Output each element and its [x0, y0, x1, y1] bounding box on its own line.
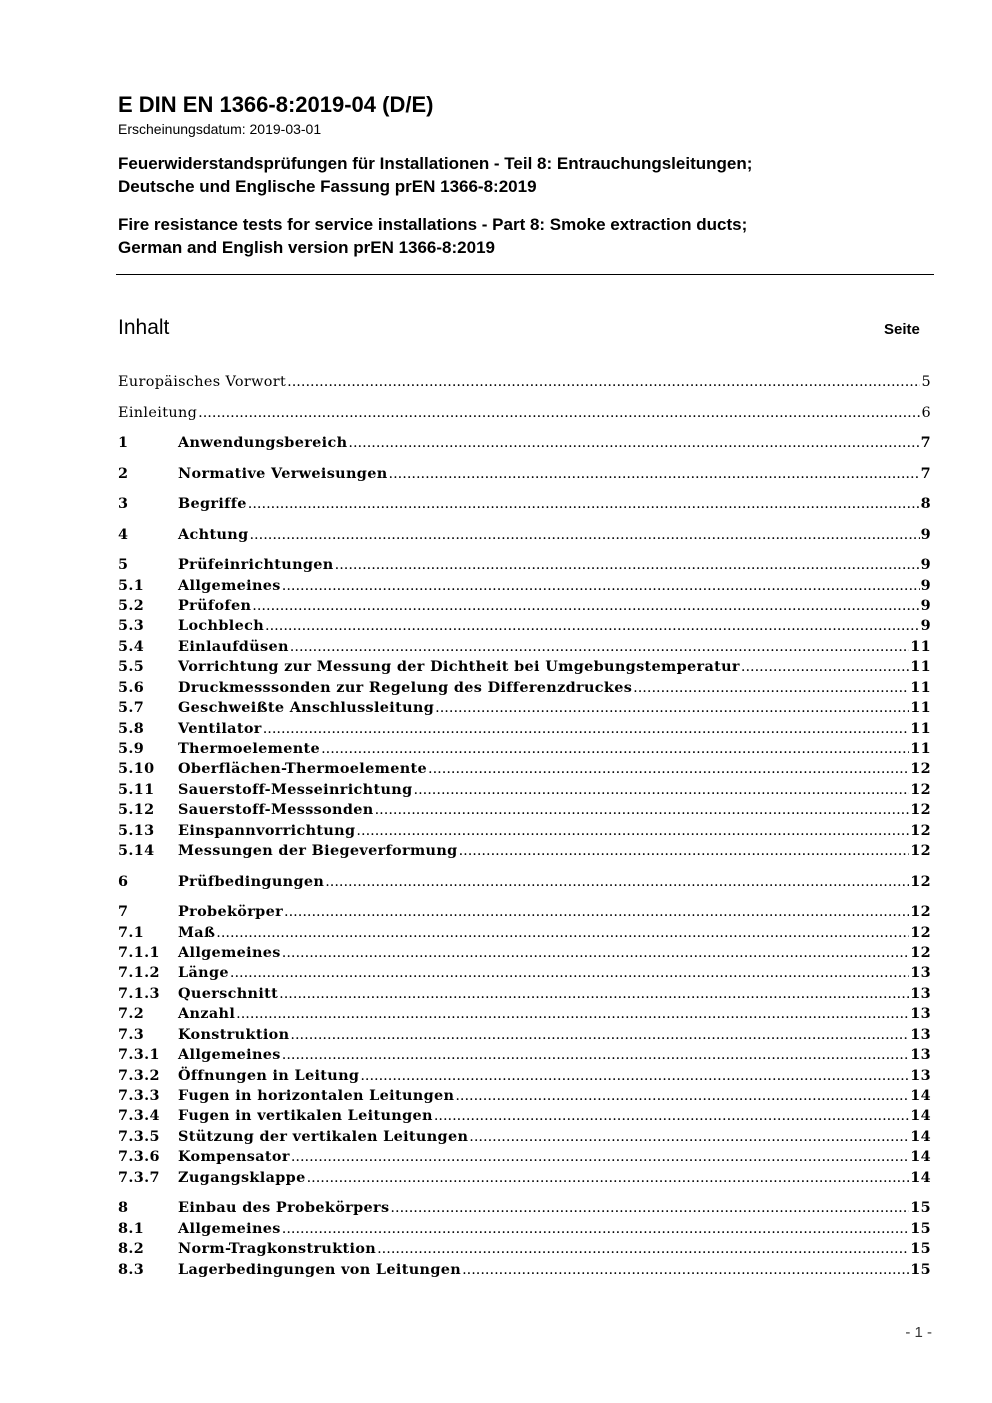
toc-entry-title: Prüfbedingungen	[178, 872, 325, 890]
toc-entry-page: 12	[910, 760, 931, 778]
toc-entry-page: 11	[910, 699, 931, 717]
toc-entry-number: 2	[118, 464, 129, 482]
toc-entry[interactable]	[118, 698, 931, 718]
toc-entry-page: 13	[910, 964, 931, 982]
toc-page-column-label: Seite	[884, 321, 920, 338]
table-of-contents	[118, 372, 931, 1280]
toc-entry-title: Prüfofen	[178, 596, 252, 614]
toc-entry-page: 12	[910, 842, 931, 860]
toc-entry-number: 5.14	[118, 842, 155, 860]
toc-entry-page: 9	[920, 617, 931, 635]
toc-entry-number: 7.1	[118, 923, 145, 941]
toc-entry[interactable]	[118, 1239, 931, 1259]
toc-entry-page: 9	[920, 596, 931, 614]
toc-entry-title: Lagerbedingungen von Leitungen	[178, 1260, 462, 1278]
toc-entry-page: 15	[910, 1260, 931, 1278]
toc-entry[interactable]	[118, 1218, 931, 1238]
toc-entry-title: Fugen in horizontalen Leitungen	[178, 1087, 455, 1104]
toc-entry-number: 7.2	[118, 1005, 145, 1023]
toc-entry-title: Öffnungen in Leitung	[178, 1066, 360, 1084]
toc-entry-number: 5.10	[118, 760, 155, 778]
toc-entry-title: Sauerstoff-Messeinrichtung	[178, 780, 413, 798]
toc-leader-dots	[198, 403, 920, 423]
toc-entry[interactable]	[118, 943, 931, 963]
toc-entry-page: 6	[921, 404, 931, 421]
toc-leader-dots	[321, 739, 909, 759]
toc-entry-title: Vorrichtung zur Messung der Dichtheit bei Umgebungstemperatur	[178, 658, 740, 676]
toc-entry[interactable]	[118, 841, 931, 861]
toc-entry[interactable]	[118, 463, 931, 483]
title-german	[118, 152, 933, 198]
toc-entry-number: 5.3	[118, 617, 145, 635]
toc-leader-dots	[282, 1045, 910, 1065]
toc-entry-title: Querschnitt	[178, 984, 279, 1002]
toc-leader-dots	[348, 433, 919, 453]
toc-leader-dots	[252, 596, 919, 616]
toc-entry-number: 7.3.1	[118, 1046, 160, 1064]
toc-entry-page: 14	[910, 1148, 931, 1166]
toc-entry-title: Einlaufdüsen	[178, 637, 289, 655]
title-english	[118, 213, 933, 259]
toc-entry-number: 5.13	[118, 821, 155, 839]
toc-entry-number: 5.1	[118, 576, 145, 594]
toc-entry-title: Allgemeines	[178, 576, 281, 594]
toc-entry-number: 1	[118, 434, 129, 452]
toc-leader-dots	[459, 841, 910, 861]
title-german-line: Feuerwiderstandsprüfungen für Installationen - Teil 8: Entrauchungsleitungen;	[118, 154, 753, 173]
toc-entry[interactable]	[118, 555, 931, 575]
toc-entry-page: 11	[910, 678, 931, 696]
toc-entry-number: 6	[118, 872, 129, 890]
toc-entry[interactable]	[118, 1167, 931, 1187]
page-number: - 1 -	[905, 1324, 932, 1341]
toc-entry[interactable]	[118, 636, 931, 656]
toc-entry-number: 5.4	[118, 637, 145, 655]
toc-entry[interactable]	[118, 983, 931, 1003]
toc-leader-dots	[236, 1004, 909, 1024]
toc-entry-title: Einspannvorrichtung	[178, 821, 356, 839]
toc-entry-number: 5.11	[118, 780, 155, 798]
toc-entry-page: 15	[910, 1219, 931, 1237]
toc-entry-page: 12	[910, 801, 931, 819]
toc-entry-number: 7.1.2	[118, 964, 160, 982]
toc-entry-number: 8.1	[118, 1219, 145, 1237]
toc-entry[interactable]	[118, 718, 931, 738]
toc-entry-page: 14	[910, 1168, 931, 1186]
toc-entry-number: 5.8	[118, 719, 145, 737]
toc-entry-number: 5.9	[118, 740, 145, 757]
toc-leader-dots	[290, 637, 909, 657]
toc-entry-title: Allgemeines	[178, 1046, 281, 1064]
toc-entry-number: 7.3.4	[118, 1107, 160, 1125]
title-german-line: Deutsche und Englische Fassung prEN 1366-8:2019	[118, 177, 537, 196]
toc-leader-dots	[377, 1239, 909, 1259]
toc-entry-title: Geschweißte Anschlussleitung	[178, 699, 435, 717]
toc-leader-dots	[282, 1219, 910, 1239]
document-id: E DIN EN 1366-8:2019-04 (D/E)	[118, 92, 434, 117]
toc-leader-dots	[279, 984, 909, 1004]
toc-entry-number: 7.3.2	[118, 1066, 160, 1084]
toc-entry-number: 3	[118, 495, 129, 513]
toc-entry-page: 13	[910, 1046, 931, 1064]
toc-entry-title: Einbau des Probekörpers	[178, 1199, 390, 1217]
toc-entry[interactable]	[118, 820, 931, 840]
toc-entry-number: 8.3	[118, 1260, 145, 1278]
toc-entry-title: Probekörper	[178, 903, 284, 921]
toc-entry[interactable]	[118, 677, 931, 697]
toc-entry-number: 7.3	[118, 1025, 145, 1043]
toc-entry[interactable]	[118, 1147, 931, 1167]
toc-leader-dots	[633, 678, 909, 698]
toc-entry-page: 13	[910, 1066, 931, 1084]
publication-date: Erscheinungsdatum: 2019-03-01	[118, 121, 322, 137]
toc-leader-dots	[263, 719, 910, 739]
toc-entry-number: 7.3.5	[118, 1127, 160, 1145]
toc-entry-number: 8	[118, 1199, 129, 1217]
toc-entry-title: Anwendungsbereich	[178, 434, 348, 452]
toc-entry-title: Norm-Tragkonstruktion	[178, 1240, 377, 1258]
toc-entry-title: Einleitung	[118, 404, 198, 421]
toc-entry-page: 12	[910, 903, 931, 921]
toc-entry-page: 12	[910, 821, 931, 839]
toc-entry-page: 11	[910, 637, 931, 655]
toc-entry[interactable]	[118, 759, 931, 779]
toc-entry-page: 11	[910, 719, 931, 737]
toc-leader-dots	[356, 821, 909, 841]
title-english-line: Fire resistance tests for service installations - Part 8: Smoke extraction ducts;	[118, 215, 748, 234]
toc-entry[interactable]	[118, 494, 931, 514]
toc-leader-dots	[335, 555, 920, 575]
toc-entry-title: Stützung der vertikalen Leitungen	[178, 1127, 469, 1145]
toc-leader-dots	[428, 759, 909, 779]
toc-entry-number: 5.2	[118, 596, 145, 614]
toc-entry-page: 7	[920, 464, 931, 482]
toc-leader-dots	[290, 1025, 909, 1045]
toc-leader-dots	[265, 616, 920, 636]
toc-entry[interactable]	[118, 1126, 931, 1146]
toc-leader-dots	[375, 800, 910, 820]
toc-entry[interactable]	[118, 739, 931, 759]
toc-entry-number: 5	[118, 556, 129, 574]
toc-entry-title: Prüfeinrichtungen	[178, 556, 334, 574]
toc-leader-dots	[455, 1086, 909, 1106]
toc-entry-title: Zugangsklappe	[178, 1168, 306, 1186]
toc-entry-title: Europäisches Vorwort	[118, 374, 287, 391]
toc-entry[interactable]	[118, 1024, 931, 1044]
toc-entry-number: 8.2	[118, 1240, 145, 1258]
toc-entry[interactable]	[118, 372, 931, 392]
toc-entry-number: 5.12	[118, 801, 155, 819]
toc-entry-title: Allgemeines	[178, 1219, 281, 1237]
toc-leader-dots	[282, 576, 920, 596]
toc-leader-dots	[287, 372, 920, 392]
toc-entry-title: Kompensator	[178, 1148, 290, 1166]
toc-entry-number: 7.1.1	[118, 943, 160, 961]
toc-heading: Inhalt	[118, 316, 170, 339]
toc-leader-dots	[307, 1168, 910, 1188]
toc-entry[interactable]	[118, 1086, 931, 1106]
toc-entry-title: Maß	[178, 923, 216, 941]
toc-entry-title: Thermoelemente	[178, 740, 321, 757]
toc-leader-dots	[434, 1106, 909, 1126]
toc-entry-page: 14	[910, 1087, 931, 1104]
toc-entry-title: Ventilator	[178, 719, 262, 737]
toc-entry-title: Begriffe	[178, 495, 247, 513]
toc-entry[interactable]	[118, 800, 931, 820]
toc-entry[interactable]	[118, 922, 931, 942]
toc-leader-dots	[284, 902, 909, 922]
header-divider	[116, 274, 934, 275]
toc-leader-dots	[414, 780, 910, 800]
toc-entry-page: 9	[920, 525, 931, 543]
toc-entry-title: Normative Verweisungen	[178, 464, 388, 482]
toc-leader-dots	[741, 657, 909, 677]
toc-leader-dots	[325, 872, 909, 892]
title-english-line: German and English version prEN 1366-8:2019	[118, 238, 495, 257]
toc-entry[interactable]	[118, 902, 931, 922]
toc-entry[interactable]	[118, 575, 931, 595]
toc-entry-title: Allgemeines	[178, 943, 281, 961]
toc-entry-title: Druckmesssonden zur Regelung des Differenzdruckes	[178, 678, 633, 696]
toc-leader-dots	[291, 1147, 909, 1167]
toc-entry-title: Sauerstoff-Messsonden	[178, 801, 374, 819]
toc-entry-page: 12	[910, 923, 931, 941]
toc-entry-page: 14	[910, 1107, 931, 1125]
toc-leader-dots	[249, 525, 919, 545]
toc-entry-title: Oberflächen-Thermoelemente	[178, 760, 428, 778]
toc-leader-dots	[462, 1260, 909, 1280]
toc-entry-title: Anzahl	[178, 1005, 236, 1023]
toc-entry-page: 13	[910, 1025, 931, 1043]
toc-leader-dots	[282, 943, 910, 963]
toc-leader-dots	[435, 698, 909, 718]
toc-entry-number: 5.7	[118, 699, 145, 717]
toc-entry[interactable]	[118, 616, 931, 636]
toc-entry[interactable]	[118, 596, 931, 616]
toc-entry[interactable]	[118, 1045, 931, 1065]
toc-entry-number: 5.5	[118, 658, 145, 676]
toc-entry-number: 7.3.3	[118, 1087, 160, 1104]
toc-entry-number: 7.3.7	[118, 1168, 160, 1186]
toc-entry-page: 11	[910, 740, 931, 757]
toc-entry-page: 13	[910, 984, 931, 1002]
toc-entry-title: Fugen in vertikalen Leitungen	[178, 1107, 433, 1125]
toc-entry-page: 14	[910, 1127, 931, 1145]
toc-entry-page: 12	[910, 780, 931, 798]
toc-entry-page: 12	[910, 943, 931, 961]
toc-entry[interactable]	[118, 871, 931, 891]
toc-leader-dots	[389, 464, 920, 484]
toc-entry[interactable]	[118, 657, 931, 677]
toc-entry-page: 12	[910, 872, 931, 890]
toc-entry-page: 9	[920, 556, 931, 574]
toc-entry-number: 4	[118, 525, 129, 543]
toc-entry-page: 15	[910, 1199, 931, 1217]
toc-entry-title: Messungen der Biegeverformung	[178, 842, 458, 860]
toc-entry-number: 7	[118, 903, 129, 921]
toc-entry[interactable]	[118, 524, 931, 544]
toc-entry-number: 7.1.3	[118, 984, 160, 1002]
toc-entry[interactable]	[118, 1004, 931, 1024]
toc-entry-page: 8	[920, 495, 931, 513]
toc-entry-page: 9	[920, 576, 931, 594]
toc-entry-number: 7.3.6	[118, 1148, 160, 1166]
toc-leader-dots	[230, 963, 909, 983]
toc-entry[interactable]	[118, 433, 931, 453]
toc-leader-dots	[390, 1198, 909, 1218]
toc-leader-dots	[360, 1066, 909, 1086]
toc-entry-page: 5	[921, 374, 931, 391]
toc-leader-dots	[248, 494, 920, 514]
toc-entry[interactable]	[118, 1198, 931, 1218]
toc-entry[interactable]	[118, 402, 931, 422]
toc-entry-title: Achtung	[178, 525, 249, 543]
toc-entry-page: 11	[910, 658, 931, 676]
toc-entry-title: Lochblech	[178, 617, 265, 635]
toc-leader-dots	[469, 1127, 909, 1147]
toc-entry[interactable]	[118, 1065, 931, 1085]
toc-entry-number: 5.6	[118, 678, 145, 696]
toc-entry-title: Konstruktion	[178, 1025, 290, 1043]
toc-entry-page: 13	[910, 1005, 931, 1023]
toc-entry[interactable]	[118, 1106, 931, 1126]
toc-entry[interactable]	[118, 779, 931, 799]
toc-entry[interactable]	[118, 963, 931, 983]
toc-entry[interactable]	[118, 1259, 931, 1279]
toc-entry-page: 15	[910, 1240, 931, 1258]
toc-entry-title: Länge	[178, 964, 229, 982]
toc-entry-page: 7	[920, 434, 931, 452]
toc-leader-dots	[216, 923, 909, 943]
document-header	[118, 92, 933, 259]
